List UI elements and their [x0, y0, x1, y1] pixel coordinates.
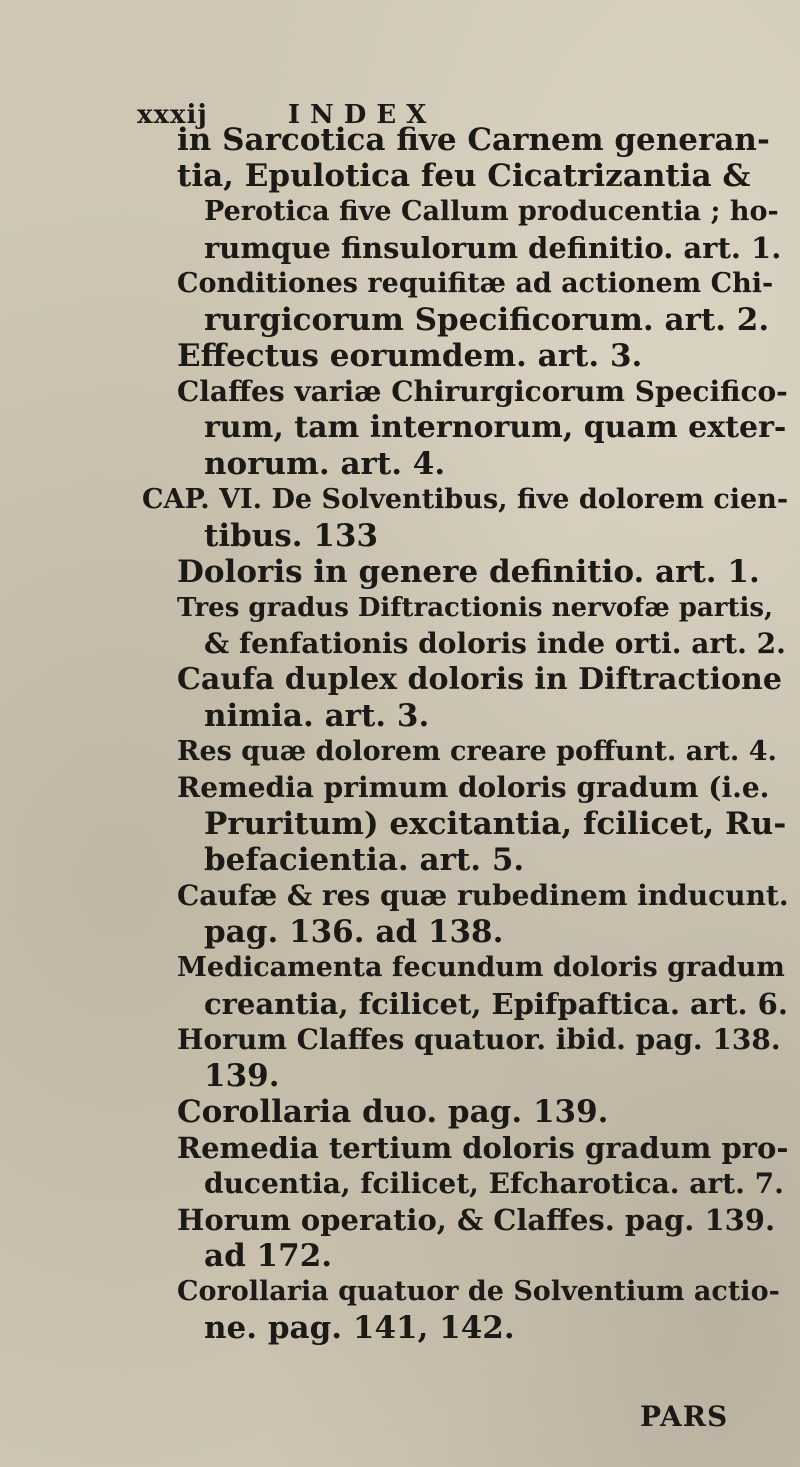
index-line: rurgicorum Specificorum. art. 2.	[204, 302, 770, 338]
index-line: & fenfationis doloris inde orti. art. 2.	[204, 627, 786, 660]
index-line: Remedia tertium doloris gradum pro-	[177, 1131, 789, 1165]
index-line: creantia, fcilicet, Epifpaftica. art. 6.	[204, 987, 788, 1021]
index-line: pag. 136. ad 138.	[204, 914, 504, 950]
index-line: norum. art. 4.	[204, 446, 446, 482]
index-line: Conditiones requifitæ ad actionem Chi-	[177, 268, 774, 299]
index-line: ducentia, fcilicet, Efcharotica. art. 7.	[204, 1167, 784, 1200]
index-line: Horum Claffes quatuor. ibid. pag. 138.	[177, 1023, 781, 1056]
page-title: INDEX	[287, 100, 437, 130]
index-line: nimia. art. 3.	[204, 698, 430, 734]
index-line: Tres gradus Diftractionis nervofæ partis,	[177, 593, 774, 623]
index-line: tia, Epulotica feu Cicatrizantia &	[177, 158, 751, 194]
index-line: rum, tam internorum, quam exter-	[204, 410, 787, 445]
page-number: xxxij	[137, 100, 208, 130]
index-line: Corollaria duo. pag. 139.	[177, 1094, 609, 1130]
index-line: befacientia. art. 5.	[204, 842, 525, 878]
index-line: Claffes variæ Chirurgicorum Specifico-	[177, 375, 788, 408]
index-line: Caufa duplex doloris in Diftractione	[177, 662, 782, 697]
index-line: Doloris in genere definitio. art. 1.	[177, 554, 760, 590]
index-line: ne. pag. 141, 142.	[204, 1310, 515, 1346]
index-line: Perotica five Callum producentia ; ho-	[204, 196, 779, 227]
index-line: Corollaria quatuor de Solventium actio-	[177, 1276, 780, 1307]
index-line: Remedia primum doloris gradum (i.e.	[177, 771, 770, 804]
index-line: in Sarcotica five Carnem generan-	[177, 122, 770, 158]
chapter-heading: CAP. VI. De Solventibus, five dolorem cien-	[142, 484, 789, 515]
index-line: Medicamenta fecundum doloris gradum	[177, 952, 785, 983]
index-line: Res quæ dolorem creare poffunt. art. 4.	[177, 736, 777, 767]
index-line: Horum operatio, & Claffes. pag. 139.	[177, 1203, 776, 1237]
index-line: Effectus eorumdem. art. 3.	[177, 338, 643, 374]
index-line: ad 172.	[204, 1238, 333, 1274]
index-line: rumque finsulorum definitio. art. 1.	[204, 231, 782, 265]
index-line: Pruritum) excitantia, fcilicet, Ru-	[204, 806, 787, 842]
index-line: tibus. 133	[204, 518, 379, 554]
index-line: 139.	[204, 1058, 280, 1094]
index-line: Caufæ & res quæ rubedinem inducunt.	[177, 879, 789, 912]
catchword: PARS	[640, 1400, 729, 1433]
